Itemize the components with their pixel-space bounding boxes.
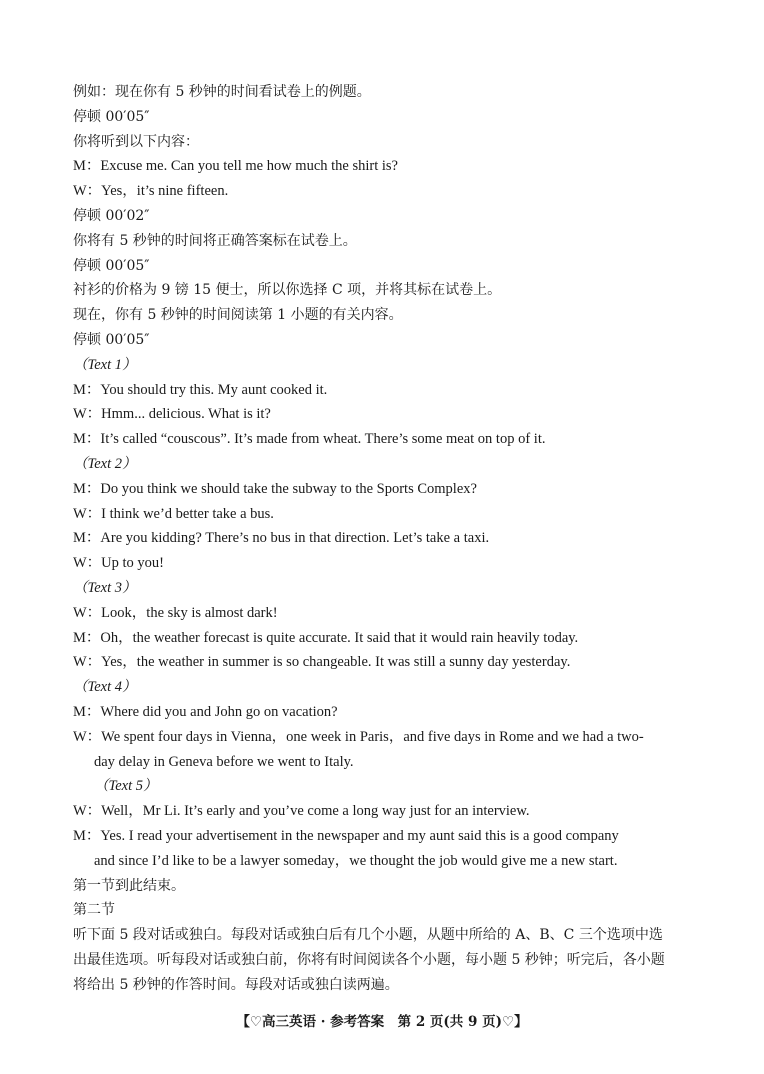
- section-end: 第一节到此结束。: [73, 877, 185, 894]
- instruction-mark-answer: 你将有 5 秒钟的时间将正确答案标在试卷上。: [73, 232, 357, 249]
- dialogue-line-continuation: and since I’d like to be a lawyer someday，we thought the job would give me a new start.: [94, 852, 618, 869]
- instruction-explanation: 衬衫的价格为 9 镑 15 便士，所以你选择 C 项，并将其标在试卷上。: [73, 282, 502, 299]
- dialogue-line: W：Yes，it’s nine fifteen.: [73, 183, 229, 200]
- section-instruction: 将给出 5 秒钟的作答时间。每段对话或独白读两遍。: [73, 976, 399, 993]
- dialogue-line: W：Look，the sky is almost dark!: [73, 604, 278, 621]
- pause-marker: 停顿 00′02″: [73, 207, 150, 224]
- instruction-listen: 你将听到以下内容：: [73, 133, 199, 150]
- pause-marker: 停顿 00′05″: [73, 331, 150, 348]
- dialogue-line: W：Up to you!: [73, 555, 165, 572]
- dialogue-line: M：Where did you and John go on vacation?: [73, 703, 338, 720]
- dialogue-line: M：Yes. I read your advertisement in the newspaper and my aunt said this is a good company: [73, 827, 619, 844]
- text-label: （Text 2）: [73, 455, 137, 472]
- section-instruction: 出最佳选项。听每段对话或独白前，你将有时间阅读各个小题，每小题 5 秒钟；听完后，各小题: [73, 951, 665, 968]
- dialogue-line-continuation: day delay in Geneva before we went to Italy.: [94, 753, 354, 770]
- section-heading: 第二节: [73, 902, 115, 919]
- section-instruction: 听下面 5 段对话或独白。每段对话或独白后有几个小题，从题中所给的 A、B、C 三个选项中选: [73, 927, 663, 944]
- dialogue-line: M：Are you kidding? There’s no bus in that direction. Let’s take a taxi.: [73, 530, 490, 547]
- dialogue-line: M：It’s called “couscous”. It’s made from wheat. There’s some meat on top of it.: [73, 431, 546, 448]
- dialogue-line: W：I think we’d better take a bus.: [73, 505, 274, 522]
- text-label: （Text 4）: [73, 679, 137, 696]
- pause-marker: 停顿 00′05″: [73, 108, 150, 125]
- text-label: （Text 3）: [73, 579, 137, 596]
- footer-text: 高三英语 · 参考答案 第 2 页(共 9 页): [262, 1014, 502, 1030]
- dialogue-line: W：Well，Mr Li. It’s early and you’ve come a long way just for an interview.: [73, 803, 530, 820]
- dialogue-line: M：Oh，the weather forecast is quite accurate. It said that it would rain heavily today.: [73, 629, 579, 646]
- dialogue-line: M：You should try this. My aunt cooked it.: [73, 381, 328, 398]
- instruction-example: 例如：现在你有 5 秒钟的时间看试卷上的例题。: [73, 84, 371, 100]
- instruction-read-q1: 现在，你有 5 秒钟的时间阅读第 1 小题的有关内容。: [73, 307, 403, 324]
- heart-icon: ♡: [249, 1014, 263, 1030]
- pause-marker: 停顿 00′05″: [73, 257, 150, 274]
- dialogue-line: M：Excuse me. Can you tell me how much the shirt is?: [73, 158, 398, 175]
- dialogue-line: W：We spent four days in Vienna，one week in Paris，and five days in Rome and we had a two-: [73, 728, 644, 745]
- heart-icon: ♡: [501, 1014, 515, 1030]
- dialogue-line: W：Hmm... delicious. What is it?: [73, 406, 271, 423]
- footer-bracket-right: 】: [514, 1014, 528, 1030]
- dialogue-line: W：Yes，the weather in summer is so changeable. It was still a sunny day yesterday.: [73, 654, 571, 671]
- text-label: （Text 1）: [73, 356, 137, 373]
- dialogue-line: M：Do you think we should take the subway to the Sports Complex?: [73, 480, 477, 497]
- text-label: （Text 5）: [94, 778, 158, 795]
- page-footer: [0, 1010, 764, 1030]
- transcript-body: [73, 80, 697, 997]
- footer-bracket-left: 【: [236, 1014, 250, 1030]
